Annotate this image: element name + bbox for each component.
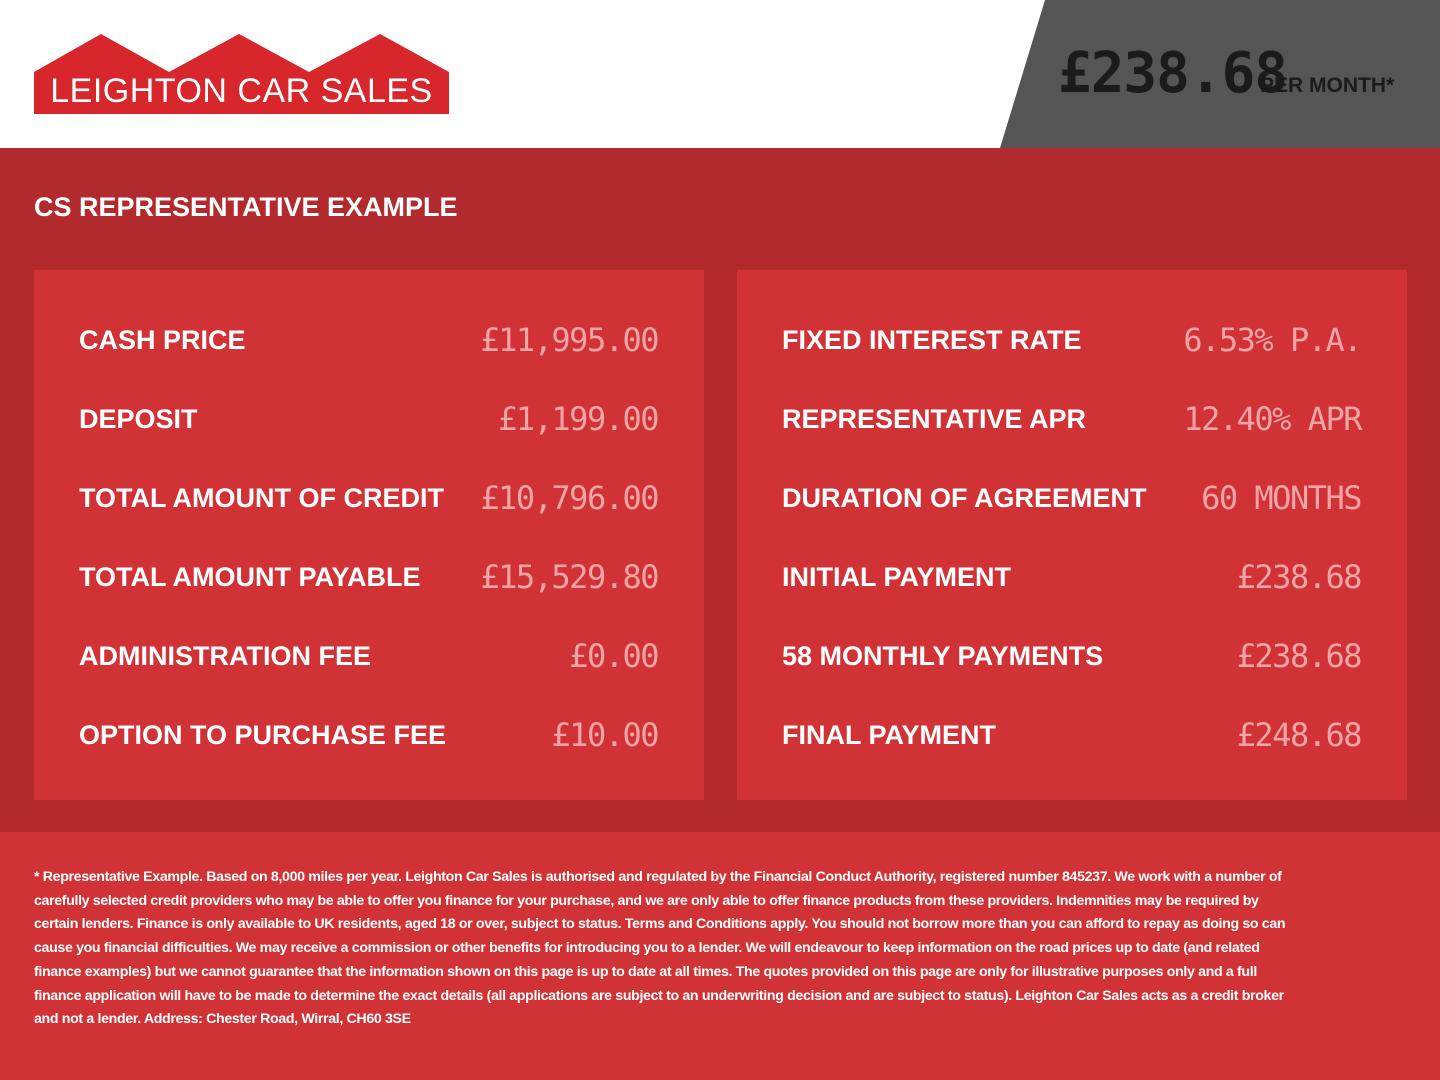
- header: [0, 0, 1440, 148]
- finance-row: [782, 475, 1361, 525]
- row-label: FIXED INTEREST RATE: [782, 325, 1082, 355]
- section-title: CS REPRESENTATIVE EXAMPLE: [34, 192, 458, 222]
- finance-row: [782, 712, 1361, 762]
- monthly-price-amount: £238.68: [1058, 41, 1288, 106]
- finance-example-section: [0, 148, 1440, 832]
- row-value: 60 MONTHS: [1201, 479, 1361, 517]
- row-value: £10.00: [551, 716, 658, 754]
- row-label: TOTAL AMOUNT OF CREDIT: [79, 483, 444, 513]
- row-label: OPTION TO PURCHASE FEE: [79, 720, 447, 750]
- finance-row: [782, 633, 1361, 683]
- row-label: TOTAL AMOUNT PAYABLE: [79, 562, 421, 592]
- row-label: CASH PRICE: [79, 325, 246, 355]
- row-label: DEPOSIT: [79, 404, 198, 434]
- footer: [0, 832, 1440, 1080]
- brand-name: LEIGHTON CAR SALES: [50, 72, 433, 110]
- row-value: £248.68: [1236, 716, 1361, 754]
- brand-logo: [34, 32, 449, 114]
- row-value: £10,796.00: [480, 479, 658, 517]
- row-value: 6.53% P.A.: [1183, 321, 1361, 359]
- finance-row: [79, 475, 658, 525]
- row-value: £1,199.00: [498, 400, 658, 438]
- row-value: 12.40% APR: [1183, 400, 1361, 438]
- finance-row: [79, 712, 658, 762]
- row-label: REPRESENTATIVE APR: [782, 404, 1087, 434]
- row-label: 58 MONTHLY PAYMENTS: [782, 641, 1104, 671]
- row-label: INITIAL PAYMENT: [782, 562, 1012, 592]
- finance-row: [79, 554, 658, 604]
- row-value: £238.68: [1236, 637, 1361, 675]
- finance-row: [79, 317, 658, 367]
- finance-card-right: [737, 270, 1407, 800]
- finance-row: [782, 554, 1361, 604]
- row-value: £15,529.80: [480, 558, 658, 596]
- row-label: ADMINISTRATION FEE: [79, 641, 371, 671]
- finance-row: [79, 396, 658, 446]
- disclaimer-text: * Representative Example. Based on 8,000 miles per year. Leighton Car Sales is authorised and regulated by the Financial Conduct Authority, registered number 845237. We work with a number of carefully selected credit providers who may be able to offer you finance for your purchase, and we are only able to offer finance products from these providers. Indemnities may be required by certain lenders. Finance is only available to UK residents, aged 18 or over, subject to status. Terms and Conditions apply. You should not borrow more than you can afford to repay as doing so can cause you financial difficulties. We may receive a commission or other benefits for introducing you to a lender. We will endeavour to keep information on the road prices up to date (and related finance examples) but we cannot guarantee that the information shown on this page is up to date at all times. The quotes provided on this page are only for illustrative purposes only and a full finance application will have to be made to determine the exact details (all applications are subject to an underwriting decision and are subject to status). Leighton Car Sales acts as a credit broker and not a lender. Address: Chester Road, Wirral, CH60 3SE: [34, 869, 1286, 1028]
- row-label: DURATION OF AGREEMENT: [782, 483, 1147, 513]
- row-value: £11,995.00: [480, 321, 658, 359]
- row-label: FINAL PAYMENT: [782, 720, 997, 750]
- row-value: £238.68: [1236, 558, 1361, 596]
- finance-row: [782, 396, 1361, 446]
- row-value: £0.00: [569, 637, 658, 675]
- finance-row: [782, 317, 1361, 367]
- finance-card-left: [34, 270, 704, 800]
- monthly-price-panel: [1000, 0, 1440, 148]
- monthly-price-suffix: PER MONTH*: [1260, 74, 1395, 97]
- finance-row: [79, 633, 658, 683]
